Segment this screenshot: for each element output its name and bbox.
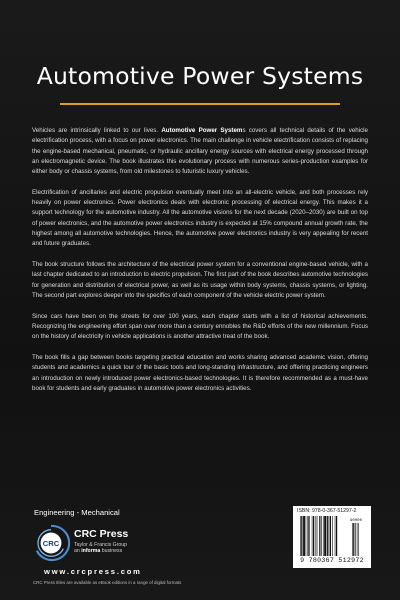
barcode-bar	[321, 516, 322, 556]
barcode-bar	[303, 516, 305, 556]
crc-logo-text: CRC	[42, 538, 60, 548]
barcode-bar	[329, 516, 330, 556]
barcode-number: 9 780367 512972	[300, 557, 364, 564]
crc-press-logo-icon	[32, 524, 70, 562]
publisher-name: CRC Press	[74, 528, 129, 540]
blurb	[32, 126, 368, 404]
barcode-bar	[313, 516, 314, 556]
barcode-addon-bar	[358, 523, 359, 556]
barcode-bar	[300, 516, 301, 556]
p1-title-bold: Automotive Power System	[161, 127, 243, 134]
barcode-addon-bar	[353, 523, 354, 556]
price-code: 90000	[349, 519, 362, 523]
publisher-business-line	[74, 548, 122, 554]
barcode-bar	[330, 516, 331, 556]
isbn-barcode	[293, 506, 371, 568]
barcode-bar	[324, 516, 326, 556]
barcode-bar	[327, 516, 328, 556]
ebook-footnote: CRC Press titles are available as eBook editions in a range of digital formats	[33, 580, 182, 585]
barcode-bar	[317, 516, 318, 556]
barcode-bar	[309, 516, 310, 556]
barcode-icon	[299, 516, 365, 556]
publisher-website: www.crcpress.com	[44, 567, 142, 576]
publisher-group: Taylor & Francis Group	[74, 542, 128, 548]
barcode-bar	[319, 516, 320, 556]
blurb-paragraph-4: Since cars have been on the streets for over 100 years, each chapter starts with a list of historical achievements. Recognizing the engineering effort span over more than a century ennobles the R&D efforts of the new millennium. Focus on the history of electricity in vehicle applications is another attractive treat of the book.	[32, 312, 368, 341]
barcode-bar	[316, 516, 317, 556]
blurb-paragraph-3: The book structure follows the architecture of the electrical power system for a conventional engine-based vehicle, with a last chapter dedicated to an introduction to electric propulsion. The first part of the book describes automotive technologies for generation and distribution of electrical power, as well as its usage within body systems, chassis systems, or lighting. The second part explores deeper into the specifics of each component of the vehicle electric power system.	[32, 261, 368, 299]
barcode-bar	[335, 516, 336, 556]
barcode-bar	[306, 516, 307, 556]
barcode-addon-bar	[352, 523, 353, 556]
isbn-text: ISBN: 978-0-367-51297-2	[297, 508, 357, 514]
publisher-block	[32, 524, 222, 574]
blurb-paragraph-5: The book fills a gap between books targeting practical education and works sharing advanced academic vision, offering students and academics a quick tour of the basic tools and long-standing infrastructure, and offering practicing engineers an introduction on newly introduced power electronics-based technologies. It is therefore recommended as a must-have book for students and early graduates in automotive power electronics activities.	[32, 353, 368, 392]
business-prefix: an	[74, 548, 82, 554]
barcode-addon-bar	[357, 523, 358, 556]
p1-lead: Vehicles are intrinsically linked to our lives.	[32, 127, 162, 134]
blurb-paragraph-2: Electrification of ancillaries and electric propulsion eventually meet into an all-electric vehicle, and both processes rely heavily on power electronics. Power electronics deals with electronic processing of electrical energy. This makes it a support technology for the automotive industry. All the automotive visions for the next decade (2020–2030) are built on top of power electronics, and the automotive power electronics industry is expected at 15% compound annual growth rate, the highest among all automotive technologies. Hence, the automotive power electronics industry is very appealing for recent and future graduates.	[32, 188, 368, 248]
informa-word: informa	[81, 548, 101, 554]
business-suffix: business	[100, 548, 123, 554]
blurb-paragraph-1	[32, 126, 368, 177]
title-divider	[60, 103, 340, 105]
p1-rest: s covers all technical details of the vehicle electrification process, with a focus on power electronics. The main challenge in vehicle electrification consists of replacing the engine-based mechanical, pneumatic, or hydraulic ancillary energy sources with electrical energy processed through an electromagnetic device. The book illustrates this evolutionary process with numerous series-production examples for either body or chassis systems, from old milestones to futuristic luxury vehicles.	[32, 127, 368, 176]
barcode-bar	[332, 516, 333, 556]
barcode-addon-bar	[355, 523, 356, 556]
barcode-bar	[307, 516, 308, 556]
barcode-bar	[336, 516, 337, 556]
barcode-bar	[301, 516, 302, 556]
barcode-bar	[312, 516, 313, 556]
subject-category: Engineering - Mechanical	[34, 508, 120, 517]
barcode-bar	[323, 516, 324, 556]
book-title: Automotive Power Systems	[36, 62, 364, 90]
